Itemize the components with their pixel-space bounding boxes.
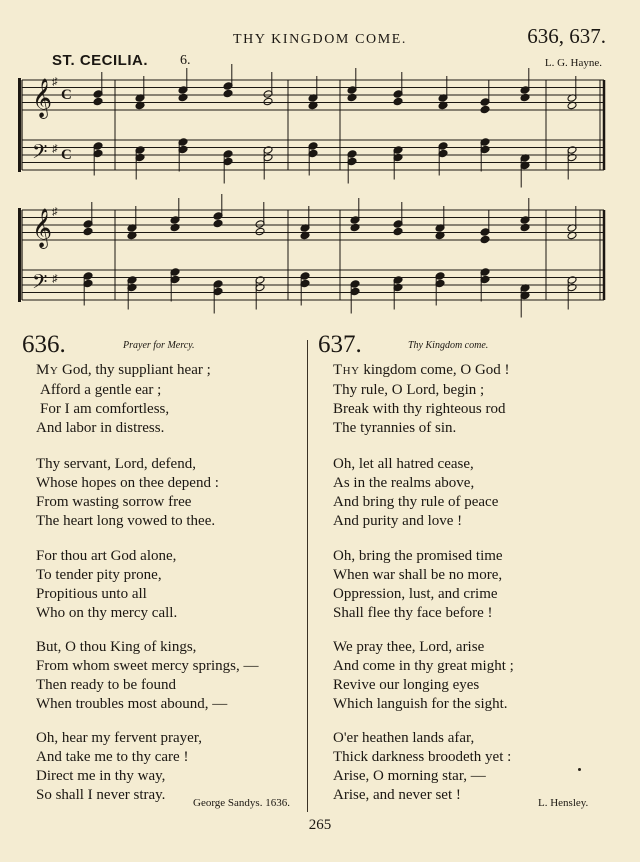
verse-line: The tyrannies of sin. <box>333 420 457 436</box>
verse-line: Oh, let all hatred cease, <box>333 456 474 472</box>
hymn-637-subtitle: Thy Kingdom come. <box>408 340 489 351</box>
verse-line: Oppression, lust, and crime <box>333 586 498 602</box>
verse-line: Afford a gentle ear ; <box>40 382 162 398</box>
verse-line: Revive our longing eyes <box>333 677 480 693</box>
system-brace <box>18 208 21 302</box>
hymn-637-verse-4 <box>333 638 514 714</box>
notehead <box>178 93 188 102</box>
notehead <box>393 97 403 106</box>
verse-line: Which languish for the sight. <box>333 696 508 712</box>
hymn-636-subtitle: Prayer for Mercy. <box>123 340 195 351</box>
verse-line: And come in thy great might ; <box>333 658 514 674</box>
verse-line: Arise, and never set ! <box>333 787 461 803</box>
verse-line: When war shall be no more, <box>333 567 503 583</box>
treble-clef: 𝄞 <box>32 78 53 118</box>
hymn-637-verse-5 <box>333 729 511 805</box>
verse-line: And bring thy rule of peace <box>333 494 499 510</box>
key-sharp: ♯ <box>52 206 58 218</box>
notehead <box>255 227 265 236</box>
hymn-637-verse-3 <box>333 547 503 623</box>
tune-name: ST. CECILIA. <box>52 52 149 69</box>
verse-line: Break with thy righteous rod <box>333 401 506 417</box>
verse-line: But, O thou King of kings, <box>36 639 197 655</box>
tune-meter: 6. <box>180 53 191 68</box>
verse-line: When troubles most abound, — <box>36 696 228 712</box>
verse-line: The heart long vowed to thee. <box>36 513 216 529</box>
notehead <box>170 223 180 232</box>
notehead <box>350 223 360 232</box>
music-score <box>0 0 640 330</box>
verse-line: And purity and love ! <box>333 513 463 529</box>
hymn-637-author: L. Hensley. <box>538 797 589 809</box>
hymn-637-verse-1 <box>333 361 510 438</box>
verse-line: From whom sweet mercy springs, — <box>36 658 259 674</box>
notehead <box>520 93 530 102</box>
verse-line: Oh, bring the promised time <box>333 548 503 564</box>
notehead <box>480 235 490 244</box>
notehead <box>347 93 357 102</box>
notehead <box>263 97 273 106</box>
hymn-636-verse-5 <box>36 729 202 805</box>
system-brace <box>18 78 21 172</box>
hymn-636-verse-4 <box>36 638 258 714</box>
notehead <box>393 227 403 236</box>
notehead <box>480 105 490 114</box>
hymn-637-verse-2 <box>333 455 498 531</box>
verse-line: Who on thy mercy call. <box>36 605 178 621</box>
notehead <box>223 89 233 98</box>
notehead <box>83 227 93 236</box>
page-hymn-numbers: 636, 637. <box>527 24 606 48</box>
treble-clef: 𝄞 <box>32 208 53 248</box>
verse-line: Thy rule, O Lord, begin ; <box>333 382 485 398</box>
hymn-636-verse-3 <box>36 547 177 623</box>
page-header-title: THY KINGDOM COME. <box>232 32 408 47</box>
hymn-637-number: 637. <box>318 331 362 358</box>
verse-line: THY kingdom come, O God ! <box>333 362 510 378</box>
time-signature: C <box>61 147 72 163</box>
bass-clef: 𝄢 <box>32 140 48 168</box>
verse-line: MY God, thy suppliant hear ; <box>36 362 211 378</box>
page-number: 265 <box>308 817 332 833</box>
verse-line: For I am comfortless, <box>40 401 170 417</box>
verse-line: Direct me in thy way, <box>36 768 166 784</box>
verse-line: So shall I never stray. <box>36 787 166 803</box>
time-signature: C <box>61 87 72 103</box>
verse-line: Thy servant, Lord, defend, <box>36 456 196 472</box>
notehead <box>520 223 530 232</box>
key-sharp: ♯ <box>52 143 58 155</box>
hymn-636-verse-2 <box>36 455 219 531</box>
key-sharp: ♯ <box>52 76 58 88</box>
verse-line: To tender pity prone, <box>36 567 162 583</box>
verse-line: As in the realms above, <box>333 475 475 491</box>
verse-line: Shall flee thy face before ! <box>333 605 493 621</box>
hymn-636-author: George Sandys. 1636. <box>193 797 290 809</box>
ink-speck <box>578 768 581 771</box>
verse-line: Oh, hear my fervent prayer, <box>36 730 202 746</box>
verse-line: Whose hopes on thee depend : <box>36 475 219 491</box>
verse-line: From wasting sorrow free <box>36 494 192 510</box>
verse-line: Arise, O morning star, — <box>333 768 486 784</box>
verse-line: Thick darkness broodeth yet : <box>333 749 512 765</box>
notehead <box>93 97 103 106</box>
notehead <box>213 219 223 228</box>
verse-line: For thou art God alone, <box>36 548 177 564</box>
verse-line: Then ready to be found <box>36 677 176 693</box>
tune-composer: L. G. Hayne. <box>544 57 602 69</box>
verse-line: And take me to thy care ! <box>36 749 189 765</box>
bass-clef: 𝄢 <box>32 270 48 298</box>
verse-line: O'er heathen lands afar, <box>333 730 475 746</box>
verse-line: And labor in distress. <box>36 420 165 436</box>
column-divider <box>307 340 308 812</box>
key-sharp: ♯ <box>52 273 58 285</box>
verse-line: We pray thee, Lord, arise <box>333 639 485 655</box>
hymn-636-verse-1 <box>36 361 211 438</box>
hymn-636-number: 636. <box>22 331 66 358</box>
verse-line: Propitious unto all <box>36 586 147 602</box>
